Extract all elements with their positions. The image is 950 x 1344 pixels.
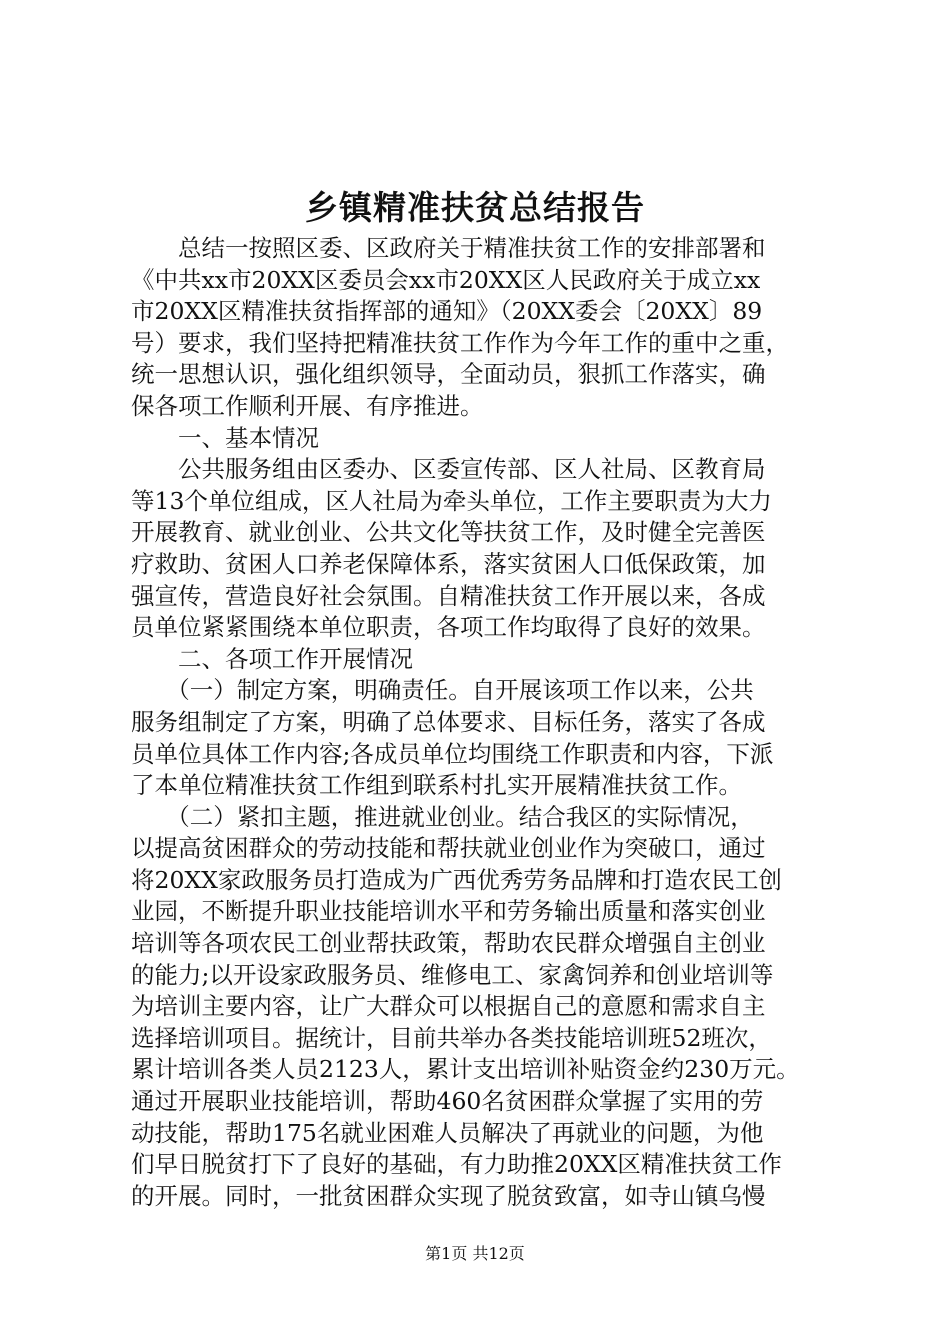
body-line: 的开展。同时，一批贫困群众实现了脱贫致富，如寺山镇乌慢 — [131, 1181, 766, 1210]
body-line: 疗救助、贫困人口养老保障体系，落实贫困人口低保政策，加 — [131, 549, 766, 578]
body-line: 为培训主要内容，让广大群众可以根据自己的意愿和需求自主 — [131, 992, 766, 1021]
body-line: 们早日脱贫打下了良好的基础，有力助推20XX区精准扶贫工作 — [131, 1150, 782, 1179]
body-line: （二）紧扣主题，推进就业创业。结合我区的实际情况， — [131, 802, 754, 831]
body-line: 的能力;以开设家政服务员、维修电工、家禽饲养和创业培训等 — [131, 960, 774, 989]
page-number: 第1页 共12页 — [425, 1244, 525, 1263]
body-line: 市20XX区精准扶贫指挥部的通知》（20XX委会〔20XX〕89 — [131, 297, 763, 326]
section-heading: 一、基本情况 — [131, 423, 319, 452]
document-body — [131, 233, 843, 1212]
body-line: 公共服务组由区委办、区委宣传部、区人社局、区教育局 — [131, 455, 766, 484]
body-line: 开展教育、就业创业、公共文化等扶贫工作，及时健全完善医 — [131, 518, 766, 547]
section-heading: 二、各项工作开展情况 — [131, 644, 413, 673]
body-line: 员单位具体工作内容;各成员单位均围绕工作职责和内容，下派 — [131, 739, 774, 768]
body-line: （一）制定方案，明确责任。自开展该项工作以来，公共 — [131, 676, 754, 705]
body-line: 统一思想认识，强化组织领导，全面动员，狠抓工作落实，确 — [131, 360, 766, 389]
body-line: 业园，不断提升职业技能培训水平和劳务输出质量和落实创业 — [131, 897, 766, 926]
body-line: 培训等各项农民工创业帮扶政策，帮助农民群众增强自主创业 — [131, 929, 766, 958]
body-line: 服务组制定了方案，明确了总体要求、目标任务，落实了各成 — [131, 707, 766, 736]
body-line: 将20XX家政服务员打造成为广西优秀劳务品牌和打造农民工创 — [131, 865, 782, 894]
body-line: 通过开展职业技能培训，帮助460名贫困群众掌握了实用的劳 — [131, 1087, 764, 1116]
body-line: 累计培训各类人员2123人，累计支出培训补贴资金约230万元。 — [131, 1055, 800, 1084]
body-line: 强宣传，营造良好社会氛围。自精准扶贫工作开展以来，各成 — [131, 581, 766, 610]
body-line: 《中共xx市20XX区委员会xx市20XX区人民政府关于成立xx — [131, 265, 761, 294]
body-line: 了本单位精准扶贫工作组到联系村扎实开展精准扶贫工作。 — [131, 771, 742, 800]
body-line: 保各项工作顺利开展、有序推进。 — [131, 391, 484, 420]
body-line: 总结一按照区委、区政府关于精准扶贫工作的安排部署和 — [131, 234, 766, 262]
body-line: 选择培训项目。据统计，目前共举办各类技能培训班52班次， — [131, 1023, 772, 1052]
body-line: 以提高贫困群众的劳动技能和帮扶就业创业作为突破口，通过 — [131, 834, 766, 863]
body-line: 等13个单位组成，区人社局为牵头单位，工作主要职责为大力 — [131, 486, 772, 515]
body-line: 号）要求，我们坚持把精准扶贫工作作为今年工作的重中之重， — [131, 328, 789, 357]
document-title: 乡镇精准扶贫总结报告 — [305, 188, 645, 227]
body-line: 员单位紧紧围绕本单位职责，各项工作均取得了良好的效果。 — [131, 613, 766, 642]
body-line: 动技能，帮助175名就业困难人员解决了再就业的问题，为他 — [131, 1118, 764, 1147]
